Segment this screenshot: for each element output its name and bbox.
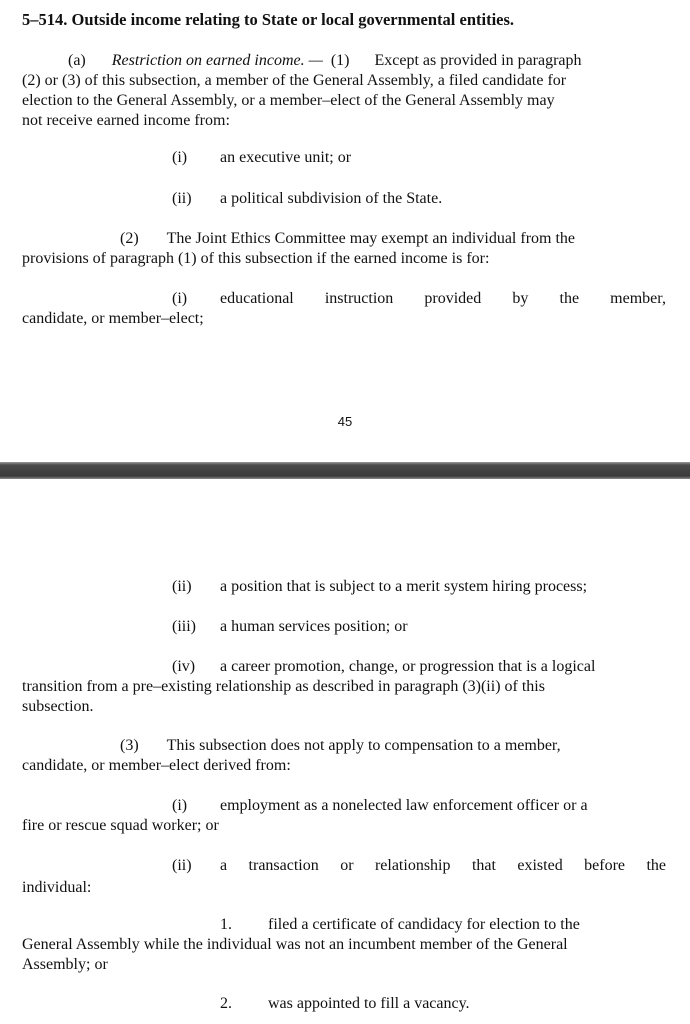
item-text: was appointed to fill a vacancy.: [268, 995, 470, 1012]
document-page-1: [0, 0, 690, 462]
list-item: [172, 148, 351, 168]
item-number: (ii): [172, 190, 192, 207]
list-item: [220, 994, 470, 1014]
para-line: [22, 289, 666, 309]
para-line: candidate, or member–elect;: [22, 310, 204, 327]
item-3-ii: [22, 855, 666, 899]
word: that: [471, 857, 496, 874]
para-line: Assembly; or: [22, 956, 108, 973]
page-number: 45: [337, 414, 353, 429]
word: or: [340, 857, 354, 874]
item-3-ii-1: [22, 915, 666, 975]
paragraph-3-label: (3): [120, 737, 139, 754]
para-line: [22, 229, 666, 249]
item-2-iv: [22, 657, 666, 717]
item-text: an executive unit; or: [220, 149, 352, 166]
item-text: a political subdivision of the State.: [220, 190, 443, 207]
word: existed: [517, 857, 563, 874]
word: educational: [220, 290, 294, 307]
word: a: [220, 857, 228, 874]
section-heading: 5–514. Outside income relating to State or local governmental entities.: [22, 10, 515, 29]
word: the: [559, 290, 580, 307]
paragraph-1-text: Except as provided in paragraph: [374, 52, 582, 69]
paragraph-2-label: (2): [120, 230, 139, 247]
item-number: (ii): [172, 857, 192, 874]
item-2-i: [22, 289, 666, 329]
paragraph-3: [22, 736, 666, 776]
para-line: election to the General Assembly, or a member–elect of the General Assembly may: [22, 92, 555, 109]
justified-words: [220, 855, 666, 877]
para-line: not receive earned income from:: [22, 112, 230, 129]
item-3-i: [22, 796, 666, 836]
item-number: (i): [172, 290, 188, 307]
item-number: 1.: [220, 916, 232, 933]
item-text: filed a certificate of candidacy for election to the: [268, 916, 580, 933]
item-number: (iii): [172, 618, 196, 635]
subsection-a-title: Restriction on earned income. —: [111, 52, 323, 69]
item-number: 2.: [220, 995, 232, 1012]
paragraph-2: [22, 229, 666, 269]
word: the: [646, 857, 666, 874]
item-text: a career promotion, change, or progression that is a logical: [220, 658, 596, 675]
subsection-a-paragraph-1: [22, 51, 666, 131]
list-item: [172, 189, 442, 209]
para-line: candidate, or member–elect derived from:: [22, 757, 291, 774]
item-number: (i): [172, 149, 188, 166]
page-divider: [0, 462, 690, 479]
word: relationship: [374, 857, 451, 874]
word: instruction: [324, 290, 394, 307]
paragraph-3-text: This subsection does not apply to compensation to a member,: [166, 737, 561, 754]
item-text: a human services position; or: [220, 618, 408, 635]
word: by: [512, 290, 529, 307]
document-page-2: [0, 479, 690, 1024]
para-line: subsection.: [22, 698, 94, 715]
item-number: (ii): [172, 578, 192, 595]
para-line: [22, 915, 666, 935]
word: before: [584, 857, 625, 874]
para-line: [22, 657, 666, 677]
paragraph-1-label: (1): [330, 52, 350, 69]
paragraph-2-text: The Joint Ethics Committee may exempt an individual from the: [166, 230, 576, 247]
item-text: a position that is subject to a merit system hiring process;: [220, 578, 588, 595]
para-line: [22, 736, 666, 756]
para-line: individual:: [22, 879, 92, 896]
item-text: employment as a nonelected law enforcement officer or a: [220, 797, 588, 814]
subsection-a-label: (a): [68, 52, 86, 69]
item-number: (iv): [172, 658, 196, 675]
para-line: [22, 796, 666, 816]
list-item: [172, 577, 587, 597]
para-line: transition from a pre–existing relationship as described in paragraph (3)(ii) of this: [22, 678, 545, 695]
word: transaction: [248, 857, 319, 874]
justified-words: [220, 289, 666, 309]
para-line: General Assembly while the individual was not an incumbent member of the General: [22, 936, 568, 953]
para-line: [22, 855, 666, 877]
para-line: fire or rescue squad worker; or: [22, 817, 219, 834]
item-number: (i): [172, 797, 188, 814]
list-item: [172, 617, 408, 637]
para-line: (2) or (3) of this subsection, a member of the General Assembly, a filed candidate for: [22, 72, 567, 89]
para-line: [22, 51, 666, 71]
para-line: provisions of paragraph (1) of this subsection if the earned income is for:: [22, 250, 490, 267]
word: member,: [610, 290, 666, 307]
word: provided: [424, 290, 482, 307]
